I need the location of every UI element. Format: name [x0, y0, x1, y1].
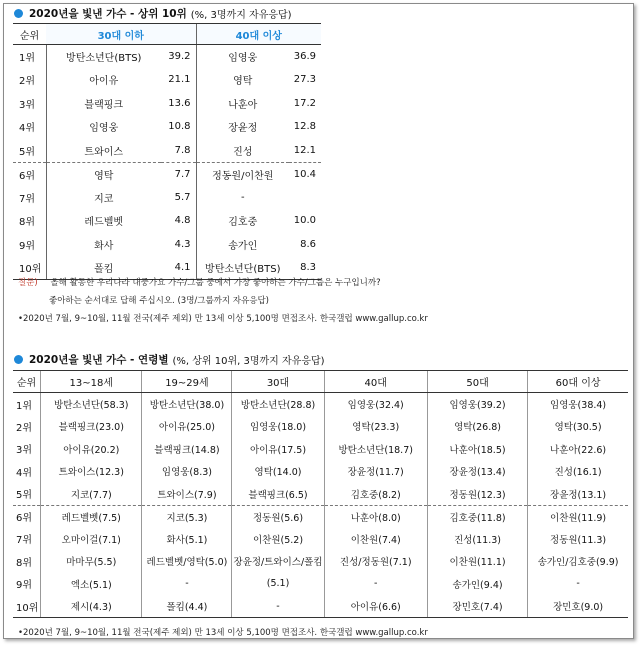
age-cell: 지코(7.7) [41, 483, 142, 506]
over40-name: 정동원/이찬원 [196, 162, 289, 186]
age-cell: 방탄소년단(28.8) [232, 393, 324, 416]
age-cell: 나훈아(22.6) [528, 438, 628, 461]
over40-value: 8.3 [289, 256, 321, 280]
age-table [13, 370, 628, 618]
age-cell: - [324, 573, 427, 596]
under30-name: 폴킴 [46, 256, 161, 280]
rank-cell: 8위 [16, 557, 33, 569]
age-cell: 장민호(9.0) [528, 595, 628, 618]
rank-cell: 8위 [13, 209, 46, 233]
over40-name: 영탁 [196, 68, 289, 92]
age-cell: 블랙핑크(6.5) [232, 483, 324, 506]
under30-value: 4.1 [161, 256, 196, 280]
age-cell: 트와이스(7.9) [142, 483, 232, 506]
age-cell: 지코(5.3) [142, 505, 232, 528]
under30-name: 임영웅 [89, 123, 119, 135]
under30-value: 4.8 [174, 215, 191, 227]
age-cell: 오마이걸(7.1) [41, 528, 142, 551]
age-cell: 김호중(11.8) [427, 505, 527, 528]
age-cell: 화사(5.1) [142, 528, 232, 551]
age-cell: 방탄소년단(58.3) [41, 393, 142, 416]
under30-name: 영탁 [46, 162, 161, 186]
age-cell: 이찬원(11.1) [427, 550, 527, 573]
rank-cell: 5위 [13, 139, 46, 163]
age-cell: 나훈아(18.5) [427, 438, 527, 461]
age-cell: 엑소(5.1) [41, 573, 142, 596]
age-cell: 폴킴(4.4) [142, 595, 232, 618]
under30-value: 5.7 [174, 191, 191, 203]
rank-cell: 10위 [13, 595, 41, 618]
age-row [13, 483, 628, 506]
section2-footnote: •2020년 7월, 9~10월, 11월 전국(제주 제외) 만 13세 이상 5,100명 면접조사. 한국갤럽 www.gallup.co.kr [18, 628, 428, 638]
over40-name: 나훈아 [196, 92, 289, 116]
over40-name: 송가인 [196, 233, 289, 257]
top10-row [13, 162, 321, 186]
rank-cell: 7위 [13, 186, 46, 210]
section1-footnote: •2020년 7월, 9~10월, 11월 전국(제주 제외) 만 13세 이상 5,100명 면접조사. 한국갤럽 www.gallup.co.kr [18, 314, 428, 324]
under30-name: 방탄소년단(BTS) [66, 53, 142, 64]
rank-cell: 6위 [13, 162, 46, 186]
age-cell: 정동원(5.6) [232, 505, 324, 528]
age-cell: 정동원(12.3) [427, 483, 527, 506]
rank-cell: 1위 [16, 400, 33, 412]
over40-value: 10.0 [293, 215, 317, 227]
age-cell: 레드벨벳(7.5) [41, 505, 142, 528]
over40-value: 36.9 [293, 51, 317, 62]
age-cell: 블랙핑크(23.0) [41, 415, 142, 438]
age-cell: (5.1) [232, 573, 324, 596]
over40-value: 10.4 [289, 162, 321, 186]
rank-cell: 6위 [13, 505, 41, 528]
age-cell: 장민호(7.4) [427, 595, 527, 618]
under30-value: 13.6 [168, 97, 191, 109]
age-cell: 이찬원(5.2) [232, 528, 324, 551]
section2-subtitle: (%, 상위 10위, 3명까지 자유응답) [172, 356, 325, 367]
rank-cell: 2위 [13, 68, 46, 92]
age-cell: 방탄소년단(38.0) [142, 393, 232, 416]
under30-name: 트와이스 [84, 146, 124, 158]
age-cell: 영탁(26.8) [427, 415, 527, 438]
top10-table [13, 23, 321, 280]
bullet-icon [14, 9, 23, 18]
header-age-group: 13~18세 [41, 371, 142, 393]
under30-name: 화사 [94, 240, 114, 252]
question-text1: 올해 활동한 우리나라 대중가요 가수/그룹 중에서 가장 좋아하는 가수/그룹은 누구입니까? [50, 278, 381, 288]
age-row [13, 573, 628, 596]
section1-title-text: 2020년을 빛낸 가수 - 상위 10위 [29, 8, 187, 20]
rank-cell: 3위 [16, 445, 33, 457]
age-cell: 제시(4.3) [41, 595, 142, 618]
over40-name: 장윤정 [196, 115, 289, 139]
top10-row [13, 233, 321, 257]
age-cell: 장윤정(13.4) [427, 460, 527, 483]
age-cell: 장윤정(13.1) [528, 483, 628, 506]
under30-name: 블랙핑크 [84, 99, 124, 111]
age-cell: 임영웅(8.3) [142, 460, 232, 483]
over40-name: 방탄소년단(BTS) [196, 256, 289, 280]
age-cell: 아이유(6.6) [324, 595, 427, 618]
under30-value: 4.3 [174, 238, 191, 250]
age-cell: 트와이스(12.3) [41, 460, 142, 483]
under30-name: 지코 [94, 193, 114, 205]
age-cell: 방탄소년단(18.7) [324, 438, 427, 461]
under30-value: 21.1 [168, 74, 191, 86]
section1-title [14, 6, 292, 21]
rank-cell: 9위 [16, 580, 33, 592]
section2-title [14, 352, 325, 367]
age-cell: 정동원(11.3) [528, 528, 628, 551]
age-cell: - [142, 573, 232, 596]
age-cell: 마마무(5.5) [41, 550, 142, 573]
age-cell: 임영웅(38.4) [528, 393, 628, 416]
section2-title-text: 2020년을 빛낸 가수 - 연령별 [29, 354, 169, 366]
over40-value: 17.2 [293, 97, 317, 109]
top10-row [13, 45, 321, 69]
age-row [13, 393, 628, 416]
age-row [13, 415, 628, 438]
over40-name: 진성 [196, 139, 289, 163]
age-cell: 임영웅(32.4) [324, 393, 427, 416]
age-cell: 김호중(8.2) [324, 483, 427, 506]
header-rank: 순위 [13, 24, 46, 45]
rank-cell: 10위 [13, 256, 46, 280]
over40-value: 12.1 [293, 144, 317, 156]
rank-cell: 9위 [13, 233, 46, 257]
age-cell: 아이유(17.5) [232, 438, 324, 461]
age-cell: 임영웅(18.0) [232, 415, 324, 438]
age-cell: 송가인/김호중(9.9) [528, 550, 628, 573]
rank-cell: 1위 [13, 45, 46, 69]
age-cell: 이찬원(11.9) [528, 505, 628, 528]
question-line2: 좋아하는 순서대로 답해 주십시오. (3명/그룹까지 자유응답) [49, 296, 269, 306]
age-cell: 나훈아(8.0) [324, 505, 427, 528]
section1-subtitle: (%, 3명까지 자유응답) [190, 10, 292, 21]
rank-cell: 5위 [16, 490, 33, 501]
under30-value: 10.8 [168, 121, 191, 133]
top10-row [13, 115, 321, 139]
over40-value: 12.8 [293, 121, 317, 133]
age-row [13, 438, 628, 461]
rank-cell: 7위 [16, 535, 33, 547]
top10-row [13, 209, 321, 233]
over40-value: 8.6 [300, 238, 317, 250]
age-row [13, 550, 628, 573]
over40-name: 김호중 [196, 209, 289, 233]
age-cell: 아이유(20.2) [41, 438, 142, 461]
under30-value: 7.7 [161, 162, 196, 186]
header-age-group: 50대 [427, 371, 527, 393]
age-cell: 장윤정(11.7) [324, 460, 427, 483]
age-cell: 아이유(25.0) [142, 415, 232, 438]
age-cell: 임영웅(39.2) [427, 393, 527, 416]
question-line1 [18, 276, 381, 288]
top10-row [13, 68, 321, 92]
over40-value: 27.3 [293, 74, 317, 86]
under30-value: 39.2 [168, 51, 191, 62]
age-cell: 영탁(14.0) [232, 460, 324, 483]
age-cell: - [232, 595, 324, 618]
age-header-row [13, 371, 628, 393]
age-cell: 영탁(23.3) [324, 415, 427, 438]
rank-cell: 4위 [13, 115, 46, 139]
header-rank: 순위 [13, 371, 41, 393]
question-label: 질문) [18, 278, 38, 288]
age-cell: 진성/정동원(7.1) [324, 550, 427, 573]
age-cell: 레드벨벳/영탁(5.0) [142, 550, 232, 573]
age-cell: 진성(16.1) [528, 460, 628, 483]
under30-name: 아이유 [89, 76, 119, 88]
rank-cell: 4위 [16, 467, 33, 479]
over40-name: - [196, 186, 289, 210]
age-cell: 영탁(30.5) [528, 415, 628, 438]
under30-name: 레드벨벳 [84, 217, 124, 229]
under30-value: 7.8 [174, 144, 191, 156]
age-cell: 송가인(9.4) [427, 573, 527, 596]
age-row [13, 460, 628, 483]
header-age-group: 60대 이상 [528, 371, 628, 393]
age-cell: 이찬원(7.4) [324, 528, 427, 551]
age-cell: 진성(11.3) [427, 528, 527, 551]
header-over40: 40대 이상 [196, 24, 321, 45]
age-row [13, 528, 628, 551]
header-age-group: 19~29세 [142, 371, 232, 393]
over40-value [289, 186, 321, 210]
top10-row [13, 186, 321, 210]
header-under30: 30대 이하 [46, 24, 196, 45]
rank-cell: 3위 [13, 92, 46, 116]
age-cell: 블랙핑크(14.8) [142, 438, 232, 461]
header-age-group: 40대 [324, 371, 427, 393]
over40-name: 임영웅 [196, 45, 289, 69]
age-cell: - [528, 573, 628, 596]
top10-row [13, 92, 321, 116]
header-age-group: 30대 [232, 371, 324, 393]
top10-row [13, 139, 321, 163]
bullet-icon [14, 355, 23, 364]
age-row [13, 505, 628, 528]
age-cell: 장윤정/트와이스/폴킴 [232, 550, 324, 573]
age-row [13, 595, 628, 618]
top10-header-row [13, 24, 321, 45]
rank-cell: 2위 [16, 422, 33, 434]
